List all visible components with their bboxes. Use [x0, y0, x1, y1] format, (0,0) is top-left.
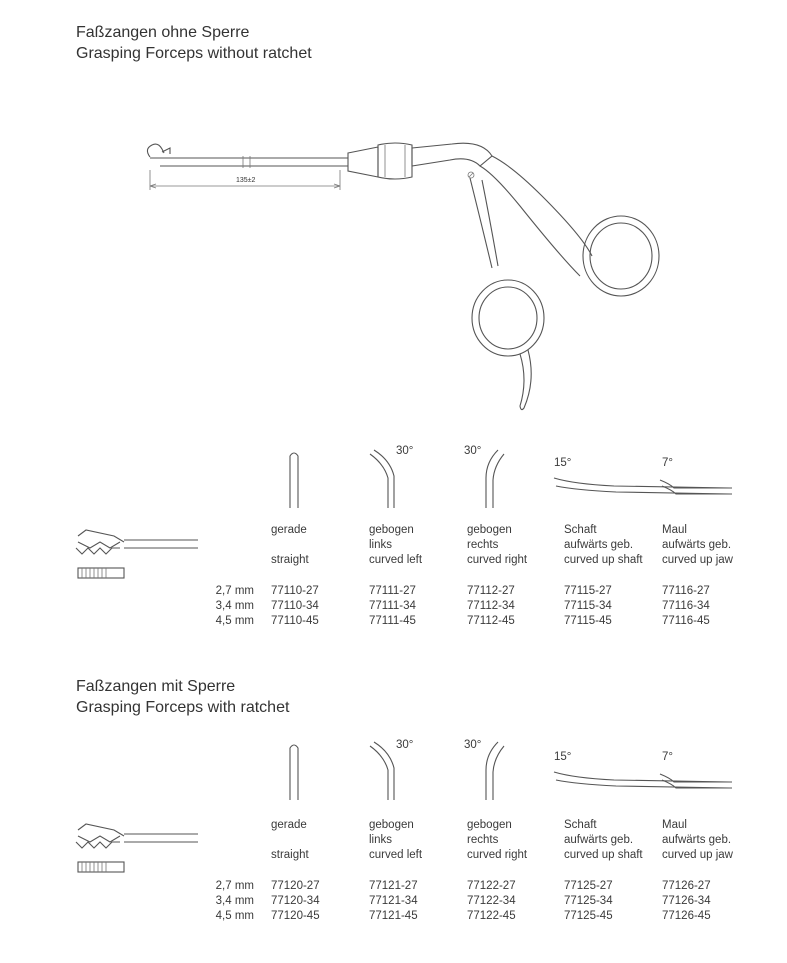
col-curved-right-header: gebogen rechts curved right	[467, 524, 528, 566]
table1-col-left	[369, 584, 416, 629]
table-cell: 77110-34	[271, 600, 319, 612]
table-cell: 77122-34	[467, 895, 516, 907]
size-column-1: 2,7 mm 3,4 mm 4,5 mm	[215, 585, 254, 627]
table1-col-straight	[271, 584, 319, 629]
angle-label-left: 30°	[396, 445, 414, 457]
straight-tip-icon	[284, 450, 304, 510]
curved-right-tip-icon	[478, 448, 518, 510]
angle-label-jaw-2: 7°	[662, 751, 673, 763]
table-cell: 77111-27	[369, 585, 416, 597]
table-cell: 77125-45	[564, 910, 613, 922]
table-cell: 77111-45	[369, 615, 416, 627]
table-cell: 77122-27	[467, 880, 516, 892]
table-cell: 77112-34	[467, 600, 515, 612]
section1-title-de: Faßzangen ohne Sperre	[76, 24, 250, 41]
table-cell: 77115-34	[564, 600, 612, 612]
col-curved-shaft-header-2: Schaft aufwärts geb. curved up shaft	[564, 819, 643, 861]
table-cell: 77126-45	[662, 910, 711, 922]
section2-title-de: Faßzangen mit Sperre	[76, 678, 236, 695]
table-cell: 77115-45	[564, 615, 612, 627]
angle-label-left-2: 30°	[396, 739, 414, 751]
section1-title-en: Grasping Forceps without ratchet	[76, 45, 312, 62]
table-cell: 77120-45	[271, 910, 320, 922]
table1-col-shaft	[564, 584, 612, 629]
table-cell: 77122-45	[467, 910, 516, 922]
forceps-illustration	[0, 0, 787, 420]
table2-col-left	[369, 879, 418, 924]
table-cell: 77116-45	[662, 615, 710, 627]
straight-tip-icon-2	[284, 742, 304, 802]
table2-col-jaw	[662, 879, 711, 924]
table2-col-right	[467, 879, 516, 924]
table-cell: 77116-27	[662, 585, 710, 597]
col-curved-shaft-header: Schaft aufwärts geb. curved up shaft	[564, 524, 643, 566]
table-cell: 77110-27	[271, 585, 319, 597]
section2-title-en: Grasping Forceps with ratchet	[76, 699, 290, 716]
curved-jaw-icon-2	[660, 770, 740, 790]
table-cell: 77112-45	[467, 615, 515, 627]
table-cell: 77121-45	[369, 910, 418, 922]
angle-label-shaft: 15°	[554, 457, 572, 469]
table-cell: 77120-27	[271, 880, 320, 892]
table-cell: 77121-27	[369, 880, 418, 892]
table1-col-jaw	[662, 584, 710, 629]
col-straight-header-2: gerade straight	[271, 819, 309, 861]
table-cell: 77112-27	[467, 585, 515, 597]
table-cell: 77121-34	[369, 895, 418, 907]
jaw-detail-teeth-icon-2	[76, 860, 136, 876]
table-cell: 77110-45	[271, 615, 319, 627]
curved-jaw-icon	[660, 476, 740, 496]
table2-col-straight	[271, 879, 320, 924]
curved-right-tip-icon-2	[478, 740, 518, 802]
table-cell: 77125-27	[564, 880, 613, 892]
table1-col-right	[467, 584, 515, 629]
table-cell: 77126-27	[662, 880, 711, 892]
col-curved-jaw-header: Maul aufwärts geb. curved up jaw	[662, 524, 733, 566]
col-curved-left-header: gebogen links curved left	[369, 524, 423, 566]
table2-col-shaft	[564, 879, 613, 924]
table-cell: 77111-34	[369, 600, 416, 612]
col-curved-right-header-2: gebogen rechts curved right	[467, 819, 528, 861]
angle-label-shaft-2: 15°	[554, 751, 572, 763]
table-cell: 77116-34	[662, 600, 710, 612]
dimension-label: 135±2	[236, 177, 256, 184]
angle-label-right-2: 30°	[464, 739, 482, 751]
table-cell: 77126-34	[662, 895, 711, 907]
angle-label-jaw: 7°	[662, 457, 673, 469]
col-curved-jaw-header-2: Maul aufwärts geb. curved up jaw	[662, 819, 733, 861]
table-cell: 77125-34	[564, 895, 613, 907]
col-curved-left-header-2: gebogen links curved left	[369, 819, 423, 861]
table-cell: 77115-27	[564, 585, 612, 597]
angle-label-right: 30°	[464, 445, 482, 457]
table-cell: 77120-34	[271, 895, 320, 907]
jaw-detail-teeth-icon	[76, 566, 136, 582]
size-column-2: 2,7 mm 3,4 mm 4,5 mm	[215, 880, 254, 922]
col-straight-header: gerade straight	[271, 524, 309, 566]
